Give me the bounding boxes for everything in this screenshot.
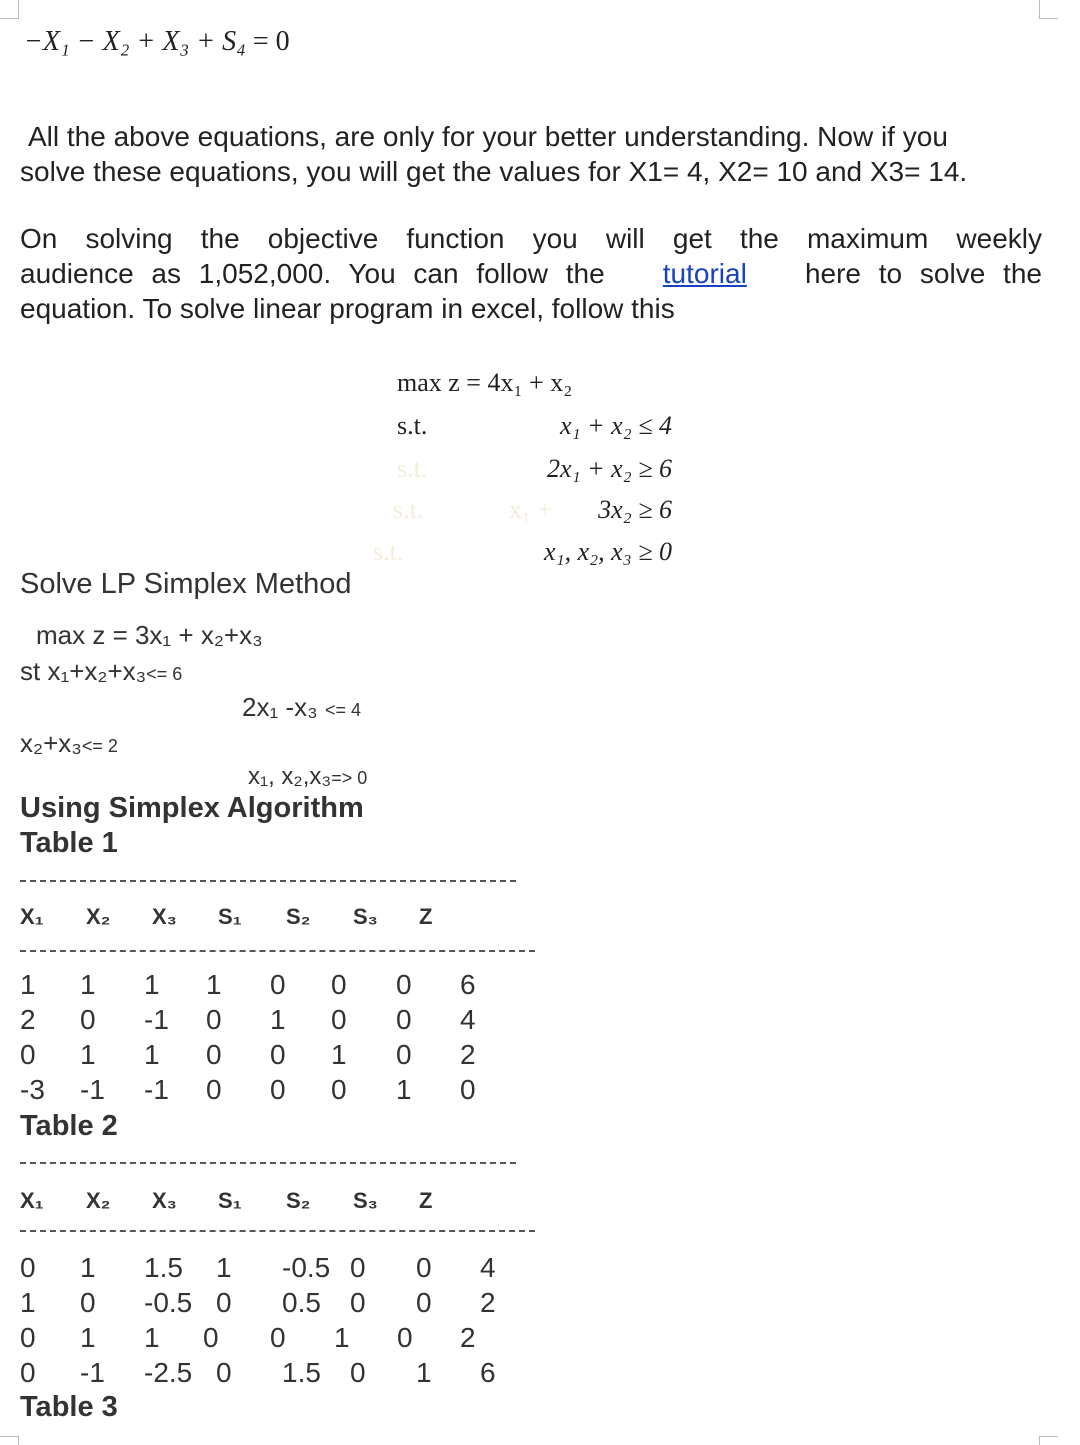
table2-cell: -1 (80, 1357, 105, 1388)
paragraph2-line2-post: here to solve the (804, 258, 1042, 289)
lp-image-constraint-4: x₁, x₂, x₃ ≥ 0 (543, 537, 672, 566)
table1-cell: -1 (80, 1074, 105, 1105)
simplex-objective: max z = 3x₁ + x₂+x₃ (36, 620, 263, 650)
table1-cell: 0 (270, 1039, 286, 1070)
page-corner-top-right (1039, 0, 1058, 19)
table1-cell: 0 (80, 1004, 96, 1035)
table1-cell: 0 (331, 969, 347, 1000)
table1-cell: 0 (20, 1039, 36, 1070)
table1-header-divider (20, 950, 535, 952)
table1-cell: -1 (144, 1074, 169, 1105)
table2-cell: 1.5 (282, 1357, 321, 1388)
table2-cell: 1 (416, 1357, 432, 1388)
table1-cell: -1 (144, 1004, 169, 1035)
table2-cell: 4 (480, 1252, 496, 1283)
table2-cell: -0.5 (282, 1252, 331, 1283)
equation-top (24, 26, 290, 58)
table2-cell: 0 (216, 1287, 232, 1318)
table1-cell: 1 (80, 1039, 96, 1070)
table2-cell: 0.5 (282, 1287, 321, 1318)
table2-cell: 1 (80, 1322, 96, 1353)
table2-column-header: X₃ (152, 1188, 177, 1213)
table2-column-header: S₁ (218, 1188, 242, 1213)
table1-cell: 0 (396, 1004, 412, 1035)
table2-cell: 0 (350, 1252, 366, 1283)
table2-cell: 0 (416, 1252, 432, 1283)
page-corner-bottom-right (1039, 1436, 1058, 1445)
table1-cell: 0 (396, 1039, 412, 1070)
table2-column-header: X₂ (86, 1188, 111, 1213)
table1-cell: 0 (396, 969, 412, 1000)
table1-column-header: S₁ (218, 904, 242, 929)
paragraph2-line3: equation. To solve linear program in excel, follow this (20, 293, 675, 324)
table1-cell: 0 (270, 1074, 286, 1105)
table2-cell: 1 (216, 1252, 232, 1283)
constraint-2-expr: 2x₁ -x₃ (242, 692, 318, 722)
table1-cell: 0 (331, 1074, 347, 1105)
paragraph-solution-values (20, 119, 1042, 189)
table1-cell: 1 (331, 1039, 347, 1070)
table1-cell: 1 (270, 1004, 286, 1035)
constraint-1-rel: <= 6 (146, 664, 183, 684)
simplex-constraint-2 (242, 692, 361, 723)
table2-cell: 6 (480, 1357, 496, 1388)
table2-cell: 0 (397, 1322, 413, 1353)
table2-cell: -2.5 (144, 1357, 193, 1388)
table2-cell: 1 (334, 1322, 350, 1353)
constraint-2-rel: <= 4 (324, 700, 361, 720)
table2-column-header: Z (419, 1188, 433, 1213)
table2-cell: 0 (20, 1252, 36, 1283)
table2-cell: 1 (80, 1252, 96, 1283)
lp-image-ghost-st-2: s.t. (393, 495, 424, 524)
table2-cell: 0 (350, 1357, 366, 1388)
table1-column-header: X₃ (152, 904, 177, 929)
lp-image-constraint-1: x₁ + x₂ ≤ 4 (560, 411, 672, 440)
table2-cell: 0 (270, 1322, 286, 1353)
table2-label: Table 2 (20, 1110, 118, 1142)
tutorial-link[interactable]: tutorial (662, 258, 747, 289)
table3-label: Table 3 (20, 1391, 118, 1423)
table1-cell: 1 (144, 969, 160, 1000)
table2-cell: 2 (480, 1287, 496, 1318)
table2-cell: 1 (20, 1287, 36, 1318)
equation-lhs: −X₁ − X₂ + X₃ + S₄ (24, 26, 246, 57)
paragraph2-line2-pre: audience as 1,052,000. You can follow the (20, 258, 605, 289)
paragraph2-line1: On solving the objective function you will get the maximum weekly (20, 223, 1042, 254)
lp-image-ghost-st-3: s.t. (373, 537, 404, 566)
table2-column-header: X₁ (20, 1188, 44, 1213)
simplex-constraint-4 (248, 763, 367, 791)
lp-image-constraint-3: 3x₂ ≥ 6 (598, 495, 672, 524)
table2-column-header: S₃ (353, 1188, 378, 1213)
table2-column-header: S₂ (286, 1188, 311, 1213)
constraint-1-expr: st x₁+x₂+x₃ (20, 656, 147, 686)
table1-column-header: S₂ (286, 904, 311, 929)
table2-cell: 2 (460, 1322, 476, 1353)
table2-header-divider (20, 1230, 535, 1232)
table1-cell: 1 (20, 969, 36, 1000)
constraint-3-rel: <= 2 (81, 736, 118, 756)
table1-column-header: S₃ (353, 904, 378, 929)
page-corner-bottom-left (0, 1436, 19, 1445)
table2-cell: 1 (144, 1322, 160, 1353)
table1-column-header: Z (419, 904, 433, 929)
constraint-4-expr: x₁, x₂,x₃ (248, 763, 332, 790)
table2-cell: 0 (350, 1287, 366, 1318)
paragraph-objective (20, 221, 1042, 326)
paragraph1-line1: All the above equations, are only for your better understanding. Now if you (28, 121, 948, 152)
lp-image-constraint-2: 2x₁ + x₂ ≥ 6 (547, 454, 672, 483)
table1-cell: -3 (20, 1074, 45, 1105)
paragraph2-line2 (20, 256, 1042, 291)
table1-top-divider (20, 880, 516, 882)
table1-cell: 2 (20, 1004, 36, 1035)
table2-cell: 0 (20, 1357, 36, 1388)
table1-cell: 1 (396, 1074, 412, 1105)
table1-cell: 1 (80, 969, 96, 1000)
simplex-constraint-1 (20, 656, 182, 687)
table1-cell: 0 (206, 1039, 222, 1070)
simplex-title: Solve LP Simplex Method (20, 568, 352, 600)
table1-cell: 0 (331, 1004, 347, 1035)
algorithm-heading: Using Simplex Algorithm (20, 792, 364, 824)
constraint-3-expr: x₂+x₃ (20, 728, 82, 758)
table2-cell: 0 (203, 1322, 219, 1353)
table1-cell: 0 (270, 969, 286, 1000)
table1-cell: 1 (144, 1039, 160, 1070)
table2-cell: 1.5 (144, 1252, 183, 1283)
table1-cell: 2 (460, 1039, 476, 1070)
table1-cell: 0 (206, 1004, 222, 1035)
table1-cell: 0 (206, 1074, 222, 1105)
table1-cell: 0 (460, 1074, 476, 1105)
lp-image-ghost-x1: x₁ + (509, 495, 553, 524)
simplex-constraint-3 (20, 728, 118, 759)
table1-cell: 4 (460, 1004, 476, 1035)
equation-rhs: = 0 (252, 26, 290, 57)
constraint-4-rel: => 0 (331, 768, 368, 788)
table2-top-divider (20, 1162, 516, 1164)
table2-cell: 0 (216, 1357, 232, 1388)
table1-column-header: X₁ (20, 904, 44, 929)
lp-image-objective: max z = 4x₁ + x₂ (397, 368, 573, 397)
paragraph1-line2: solve these equations, you will get the values for X1= 4, X2= 10 and X3= 14. (20, 156, 968, 187)
table2-cell: 0 (416, 1287, 432, 1318)
table1-label: Table 1 (20, 827, 118, 859)
lp-image-st-label: s.t. (397, 411, 428, 440)
lp-image-ghost-st-1: s.t. (397, 454, 428, 483)
page-corner-top-left (0, 0, 19, 19)
table1-column-header: X₂ (86, 904, 111, 929)
table1-cell: 6 (460, 969, 476, 1000)
table2-cell: 0 (20, 1322, 36, 1353)
table1-cell: 1 (206, 969, 222, 1000)
table2-cell: -0.5 (144, 1287, 193, 1318)
table2-cell: 0 (80, 1287, 96, 1318)
